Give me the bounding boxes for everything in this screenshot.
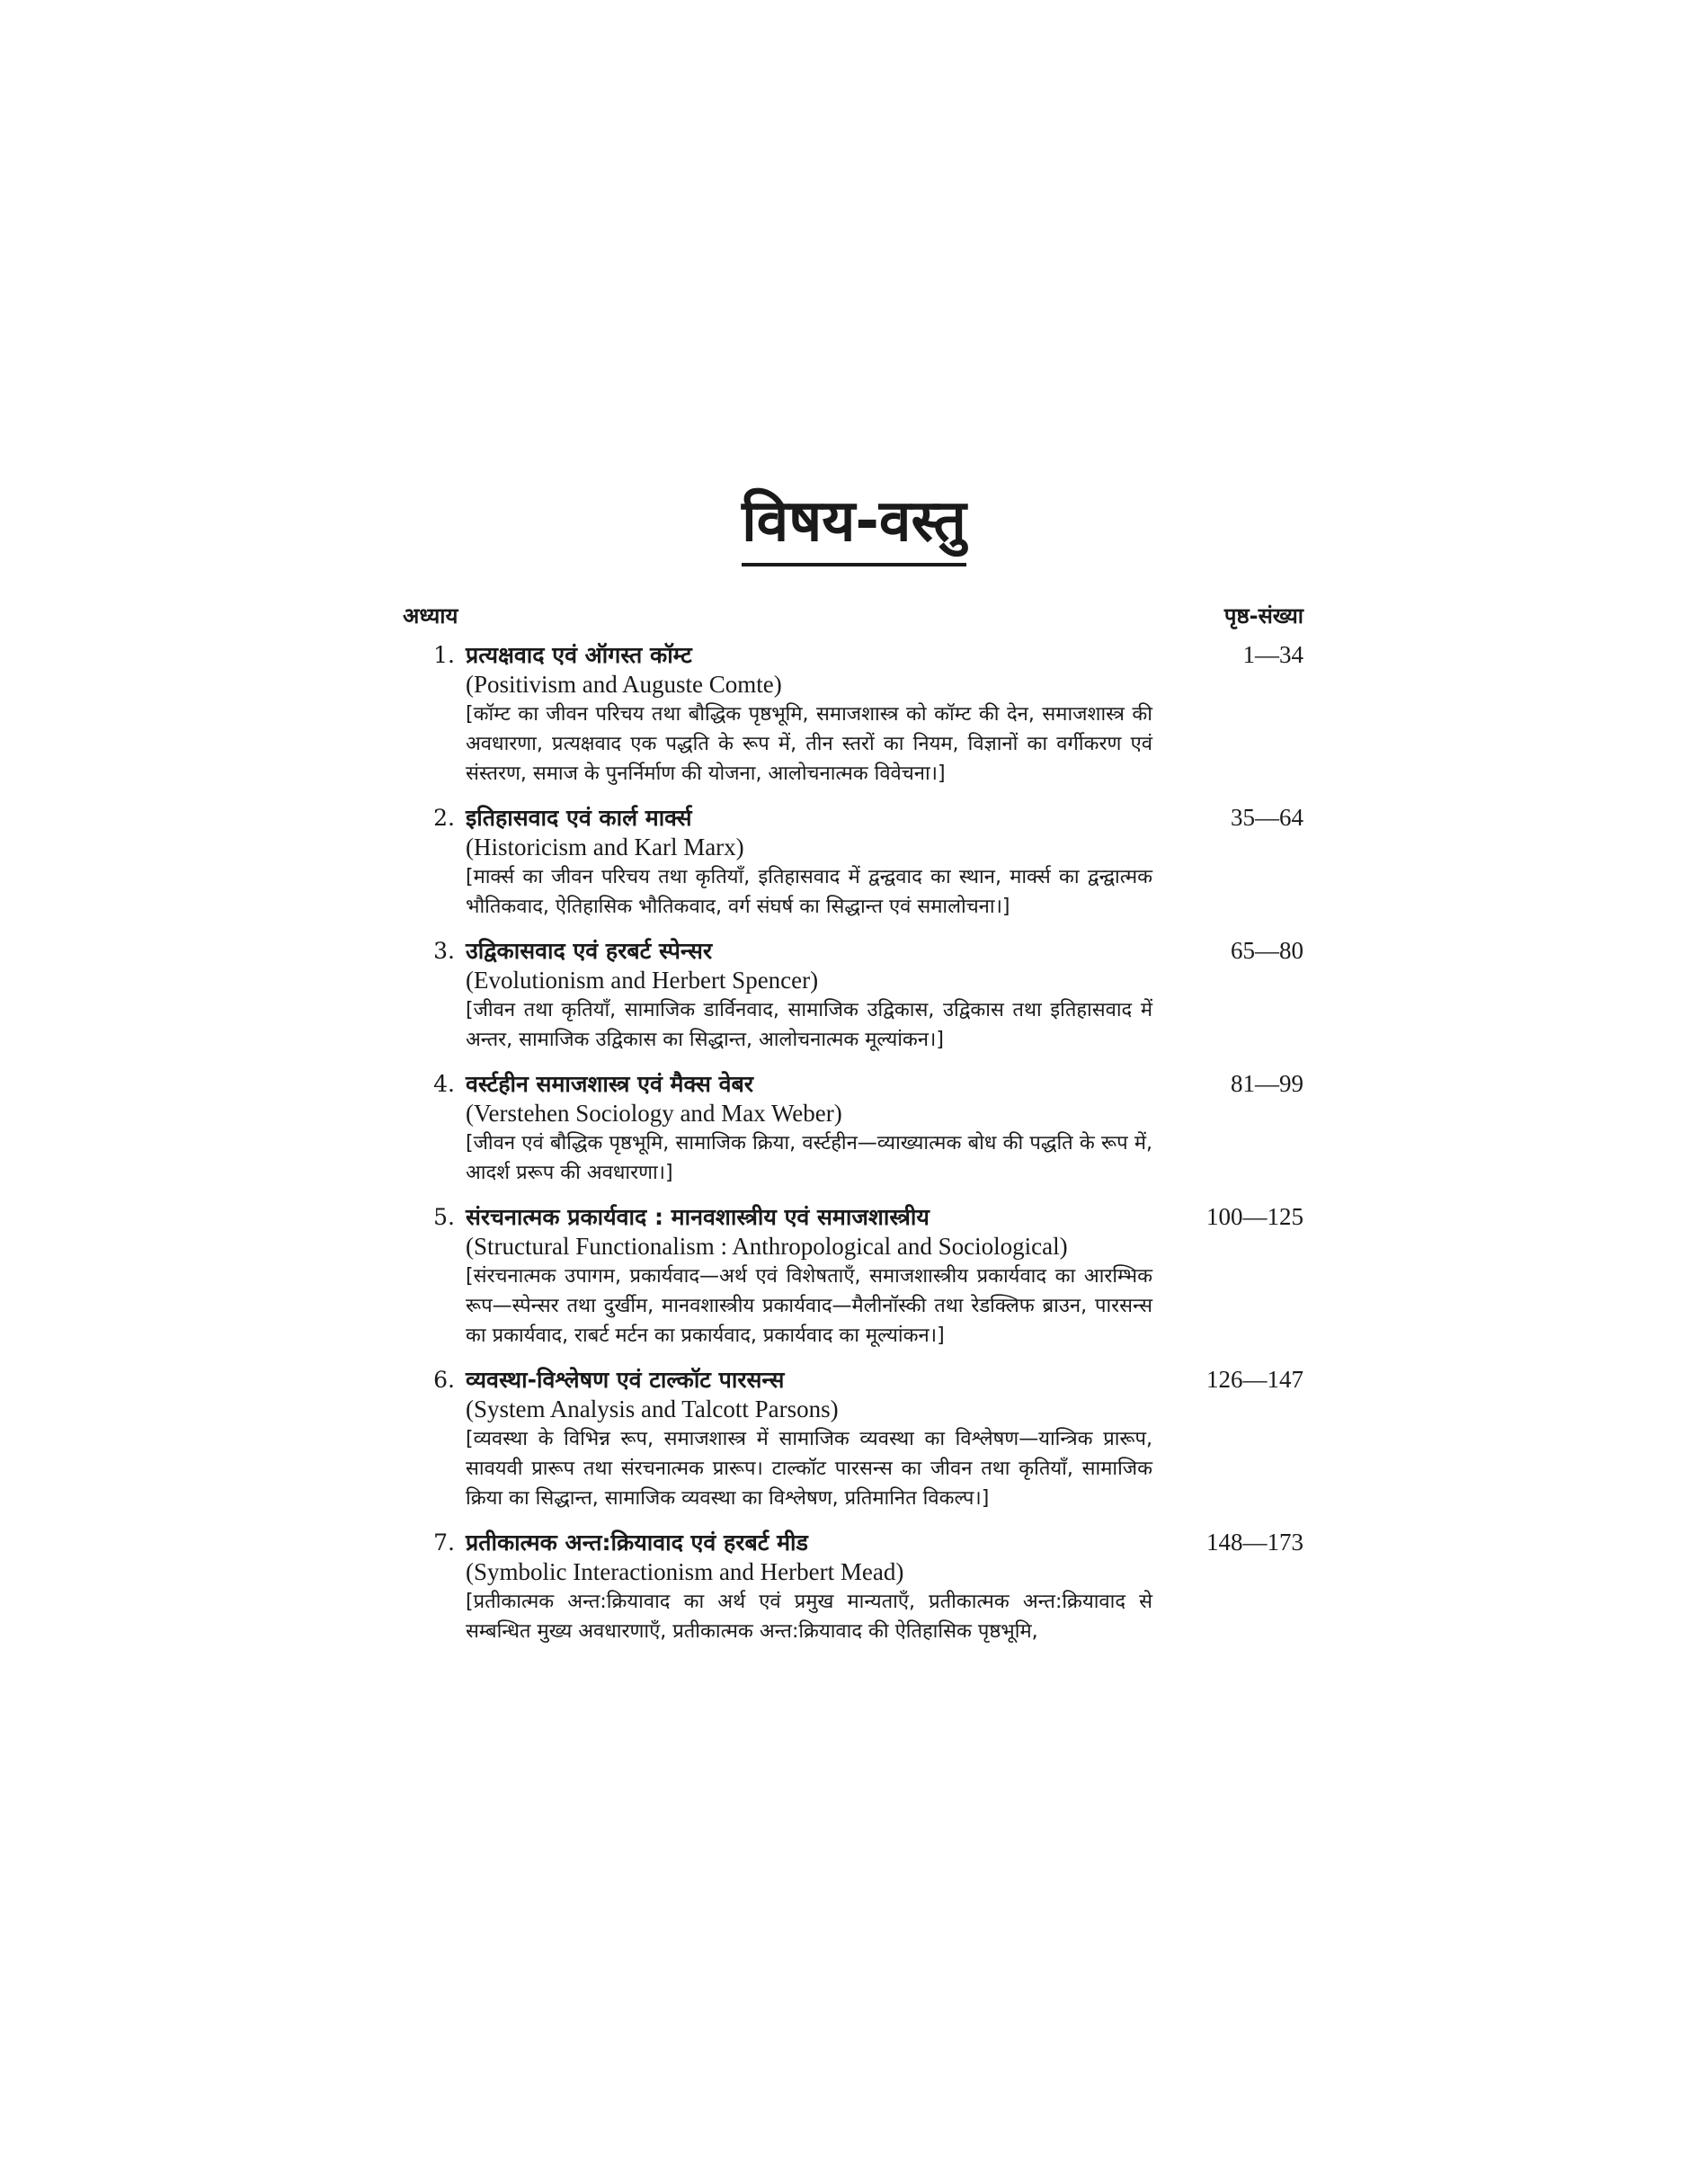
entry-number: 6. <box>433 1367 455 1393</box>
entry-title-english: (Evolutionism and Herbert Spencer) <box>466 967 819 994</box>
entry-title-hindi: प्रतीकात्मक अन्त:क्रियावाद एवं हरबर्ट मीड <box>466 1529 808 1556</box>
entry-number: 2. <box>433 805 455 831</box>
entry-number: 5. <box>433 1204 455 1230</box>
entry-description: [मार्क्स का जीवन परिचय तथा कृतियाँ, इतिहासवाद में द्वन्द्ववाद का स्थान, मार्क्स का द्वन्द्वात्मक भौतिकवाद, ऐतिहासिक भौतिकवाद, वर्ग संघर्ष का सिद्धान्त एवं समालोचना।] <box>466 866 1152 918</box>
toc-entry-2 <box>403 803 1303 922</box>
entry-page-range: 81—99 <box>1231 1070 1303 1097</box>
entry-number: 4. <box>433 1071 455 1097</box>
toc-entry-6 <box>403 1365 1303 1513</box>
entry-body <box>466 1365 1152 1513</box>
entry-title-english: (Verstehen Sociology and Max Weber) <box>466 1100 842 1127</box>
entry-page-range: 100—125 <box>1206 1203 1303 1230</box>
entry-title-english: (Symbolic Interactionism and Herbert Mead) <box>466 1558 904 1585</box>
entry-page-range: 148—173 <box>1206 1529 1303 1556</box>
entry-description: [जीवन एवं बौद्धिक पृष्ठभूमि, सामाजिक क्रिया, वर्स्टहीन—व्याख्यात्मक बोध की पद्धति के रूप में, आदर्श प्ररूप की अवधारणा।] <box>466 1132 1152 1184</box>
entry-body <box>466 1069 1152 1188</box>
entry-title-english: (System Analysis and Talcott Parsons) <box>466 1396 839 1422</box>
toc-entry-3 <box>403 936 1303 1055</box>
entry-page-range: 126—147 <box>1206 1366 1303 1393</box>
entry-title-english: (Historicism and Karl Marx) <box>466 834 744 861</box>
entry-number: 1. <box>433 642 455 668</box>
entry-body <box>466 640 1152 789</box>
entry-page-range: 35—64 <box>1231 804 1303 831</box>
entry-description: [संरचनात्मक उपागम, प्रकार्यवाद—अर्थ एवं विशेषताएँ, समाजशास्त्रीय प्रकार्यवाद का आरम्भिक रूप—स्पेन्सर तथा दुर्खीम, मानवशास्त्रीय प्रकार्यवाद—मैलीनॉस्की तथा रेडक्लिफ ब्राउन, पारसन्स का प्रकार्यवाद, राबर्ट मर्टन का प्रकार्यवाद, प्रकार्यवाद का मूल्यांकन।] <box>466 1265 1152 1347</box>
toc-header <box>403 601 1303 631</box>
toc-entry-7 <box>403 1528 1303 1646</box>
page-title-wrapper <box>0 486 1708 566</box>
entry-title-hindi: प्रत्यक्षवाद एवं ऑगस्त कॉम्ट <box>466 642 692 668</box>
entry-title-hindi: वर्स्टहीन समाजशास्त्र एवं मैक्स वेबर <box>466 1071 753 1097</box>
entry-title-hindi: व्यवस्था-विश्लेषण एवं टाल्कॉट पारसन्स <box>466 1367 785 1393</box>
entry-description: [प्रतीकात्मक अन्त:क्रियावाद का अर्थ एवं प्रमुख मान्यताएँ, प्रतीकात्मक अन्त:क्रियावाद से सम्बन्धित मुख्य अवधारणाएँ, प्रतीकात्मक अन्त:क्रियावाद की ऐतिहासिक पृष्ठभूमि, <box>466 1591 1152 1643</box>
page-title: विषय-वस्तु <box>742 486 966 566</box>
entry-page-range: 65—80 <box>1231 937 1303 964</box>
entry-title-english: (Positivism and Auguste Comte) <box>466 671 782 698</box>
entry-body <box>466 1202 1152 1351</box>
entry-title-hindi: इतिहासवाद एवं कार्ल मार्क्स <box>466 805 692 831</box>
page-column-label: पृष्ठ-संख्या <box>1223 603 1303 629</box>
toc-entry-5 <box>403 1202 1303 1351</box>
chapter-column-label: अध्याय <box>403 603 458 629</box>
entry-body <box>466 936 1152 1055</box>
entry-title-english: (Structural Functionalism : Anthropological and Sociological) <box>466 1233 1068 1260</box>
entry-number: 7. <box>433 1529 455 1556</box>
entry-description: [कॉम्ट का जीवन परिचय तथा बौद्धिक पृष्ठभूमि, समाजशास्त्र को कॉम्ट की देन, समाजशास्त्र की अवधारणा, प्रत्यक्षवाद एक पद्धति के रूप में, तीन स्तरों का नियम, विज्ञानों का वर्गीकरण एवं संस्तरण, समाज के पुनर्निर्माण की योजना, आलोचनात्मक विवेचना।] <box>466 703 1152 785</box>
toc-entry-1 <box>403 640 1303 789</box>
entry-title-hindi: उद्विकासवाद एवं हरबर्ट स्पेन्सर <box>466 938 713 964</box>
entry-description: [व्यवस्था के विभिन्न रूप, समाजशास्त्र में सामाजिक व्यवस्था का विश्लेषण—यान्त्रिक प्रारूप, सावयवी प्रारूप तथा संरचनात्मक प्रारूप। टाल्कॉट पारसन्स का जीवन तथा कृतियाँ, सामाजिक क्रिया का सिद्धान्त, सामाजिक व्यवस्था का विश्लेषण, प्रतिमानित विकल्प।] <box>466 1428 1152 1510</box>
toc-entry-4 <box>403 1069 1303 1188</box>
entry-description: [जीवन तथा कृतियाँ, सामाजिक डार्विनवाद, सामाजिक उद्विकास, उद्विकास तथा इतिहासवाद में अन्तर, सामाजिक उद्विकास का सिद्धान्त, आलोचनात्मक मूल्यांकन।] <box>466 999 1152 1051</box>
table-of-contents <box>403 601 1303 1661</box>
entry-body <box>466 1528 1152 1646</box>
entry-page-range: 1—34 <box>1242 641 1303 668</box>
entry-number: 3. <box>433 938 455 964</box>
entry-body <box>466 803 1152 922</box>
entry-title-hindi: संरचनात्मक प्रकार्यवाद : मानवशास्त्रीय एवं समाजशास्त्रीय <box>466 1204 930 1230</box>
